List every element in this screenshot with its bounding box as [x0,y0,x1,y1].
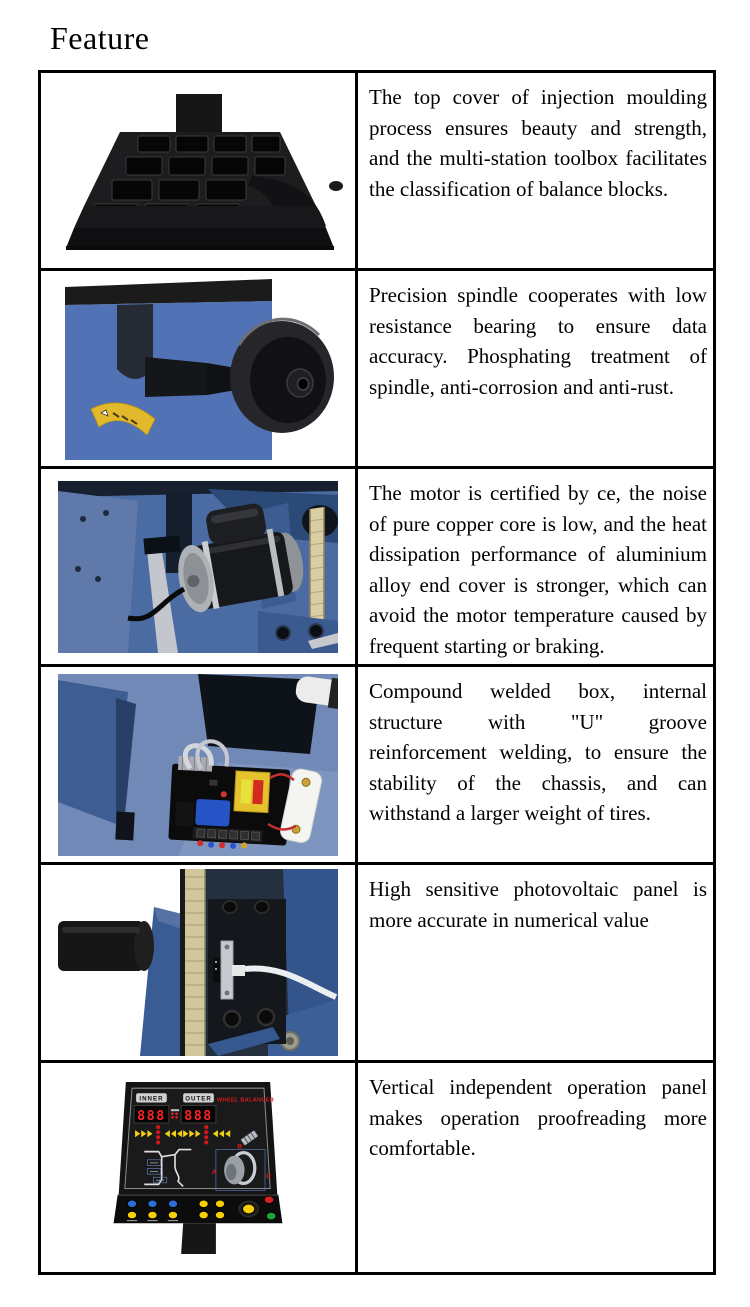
spindle-photo [41,271,358,466]
top-cover-photo [41,73,358,268]
feature-row-top-cover [41,73,713,271]
dim-label-b: B [237,1143,243,1151]
motor-photo [41,469,358,664]
sensor-bracket [221,941,233,999]
feature-text-top-cover: The top cover of injection moulding process ensures beauty and strength, and the multi-station toolbox facilitates the classification of balance blocks. [369,85,707,201]
feature-text-spindle: Precision spindle cooperates with low resistance bearing to ensure data accuracy. Phosphating treatment of spindle, anti-corrosion and anti-rust. [369,283,707,399]
timing-belt [180,869,205,1056]
photovoltaic-illustration [58,869,338,1056]
top-cover-illustration [48,80,348,262]
brand-label: WHEEL BALANCER [216,1096,275,1103]
relay-blue [195,798,230,826]
cover-top-block [176,94,222,132]
inner-label: INNER [139,1094,164,1102]
feature-text-photovoltaic: High sensitive photovoltaic panel is more accurate in numerical value [369,877,707,932]
welded-box-illustration [58,674,338,856]
outer-display: 888 [184,1108,213,1124]
transformer [234,770,270,812]
spindle-illustration [57,277,339,460]
feature-table [38,70,716,1275]
welded-box-photo [41,667,358,862]
feature-text-motor: The motor is certified by ce, the noise of pure copper core is low, and the heat dissipation performance of aluminium alloy end cover is stronger, which can avoid the motor temperature caused by frequent starting or braking. [369,481,707,658]
feature-text-welded-box: Compound welded box, internal structure with "U" groove reinforcement welding, to ensure the stability of the chassis, and can withstand a larger weight of tires. [369,679,707,825]
feature-row-motor [41,469,713,667]
feature-row-operation-panel [41,1063,713,1272]
inner-display: 888 [137,1108,166,1124]
photovoltaic-photo [41,865,358,1060]
motor-illustration [58,481,338,653]
feature-text-operation-panel: Vertical independent operation panel makes operation proofreading more comfortable. [369,1075,707,1160]
feature-row-welded-box [41,667,713,865]
dim-label-a: A [211,1168,217,1176]
dim-label-d: D [266,1172,271,1180]
operation-panel-photo [41,1063,358,1272]
feature-row-spindle [41,271,713,469]
outer-label: OUTER [185,1094,212,1102]
operation-panel-illustration [113,1080,283,1256]
page-title: Feature [50,20,150,56]
shaft-cylinder [58,921,154,971]
feature-row-photovoltaic [41,865,713,1063]
panel-pedestal [181,1223,216,1254]
